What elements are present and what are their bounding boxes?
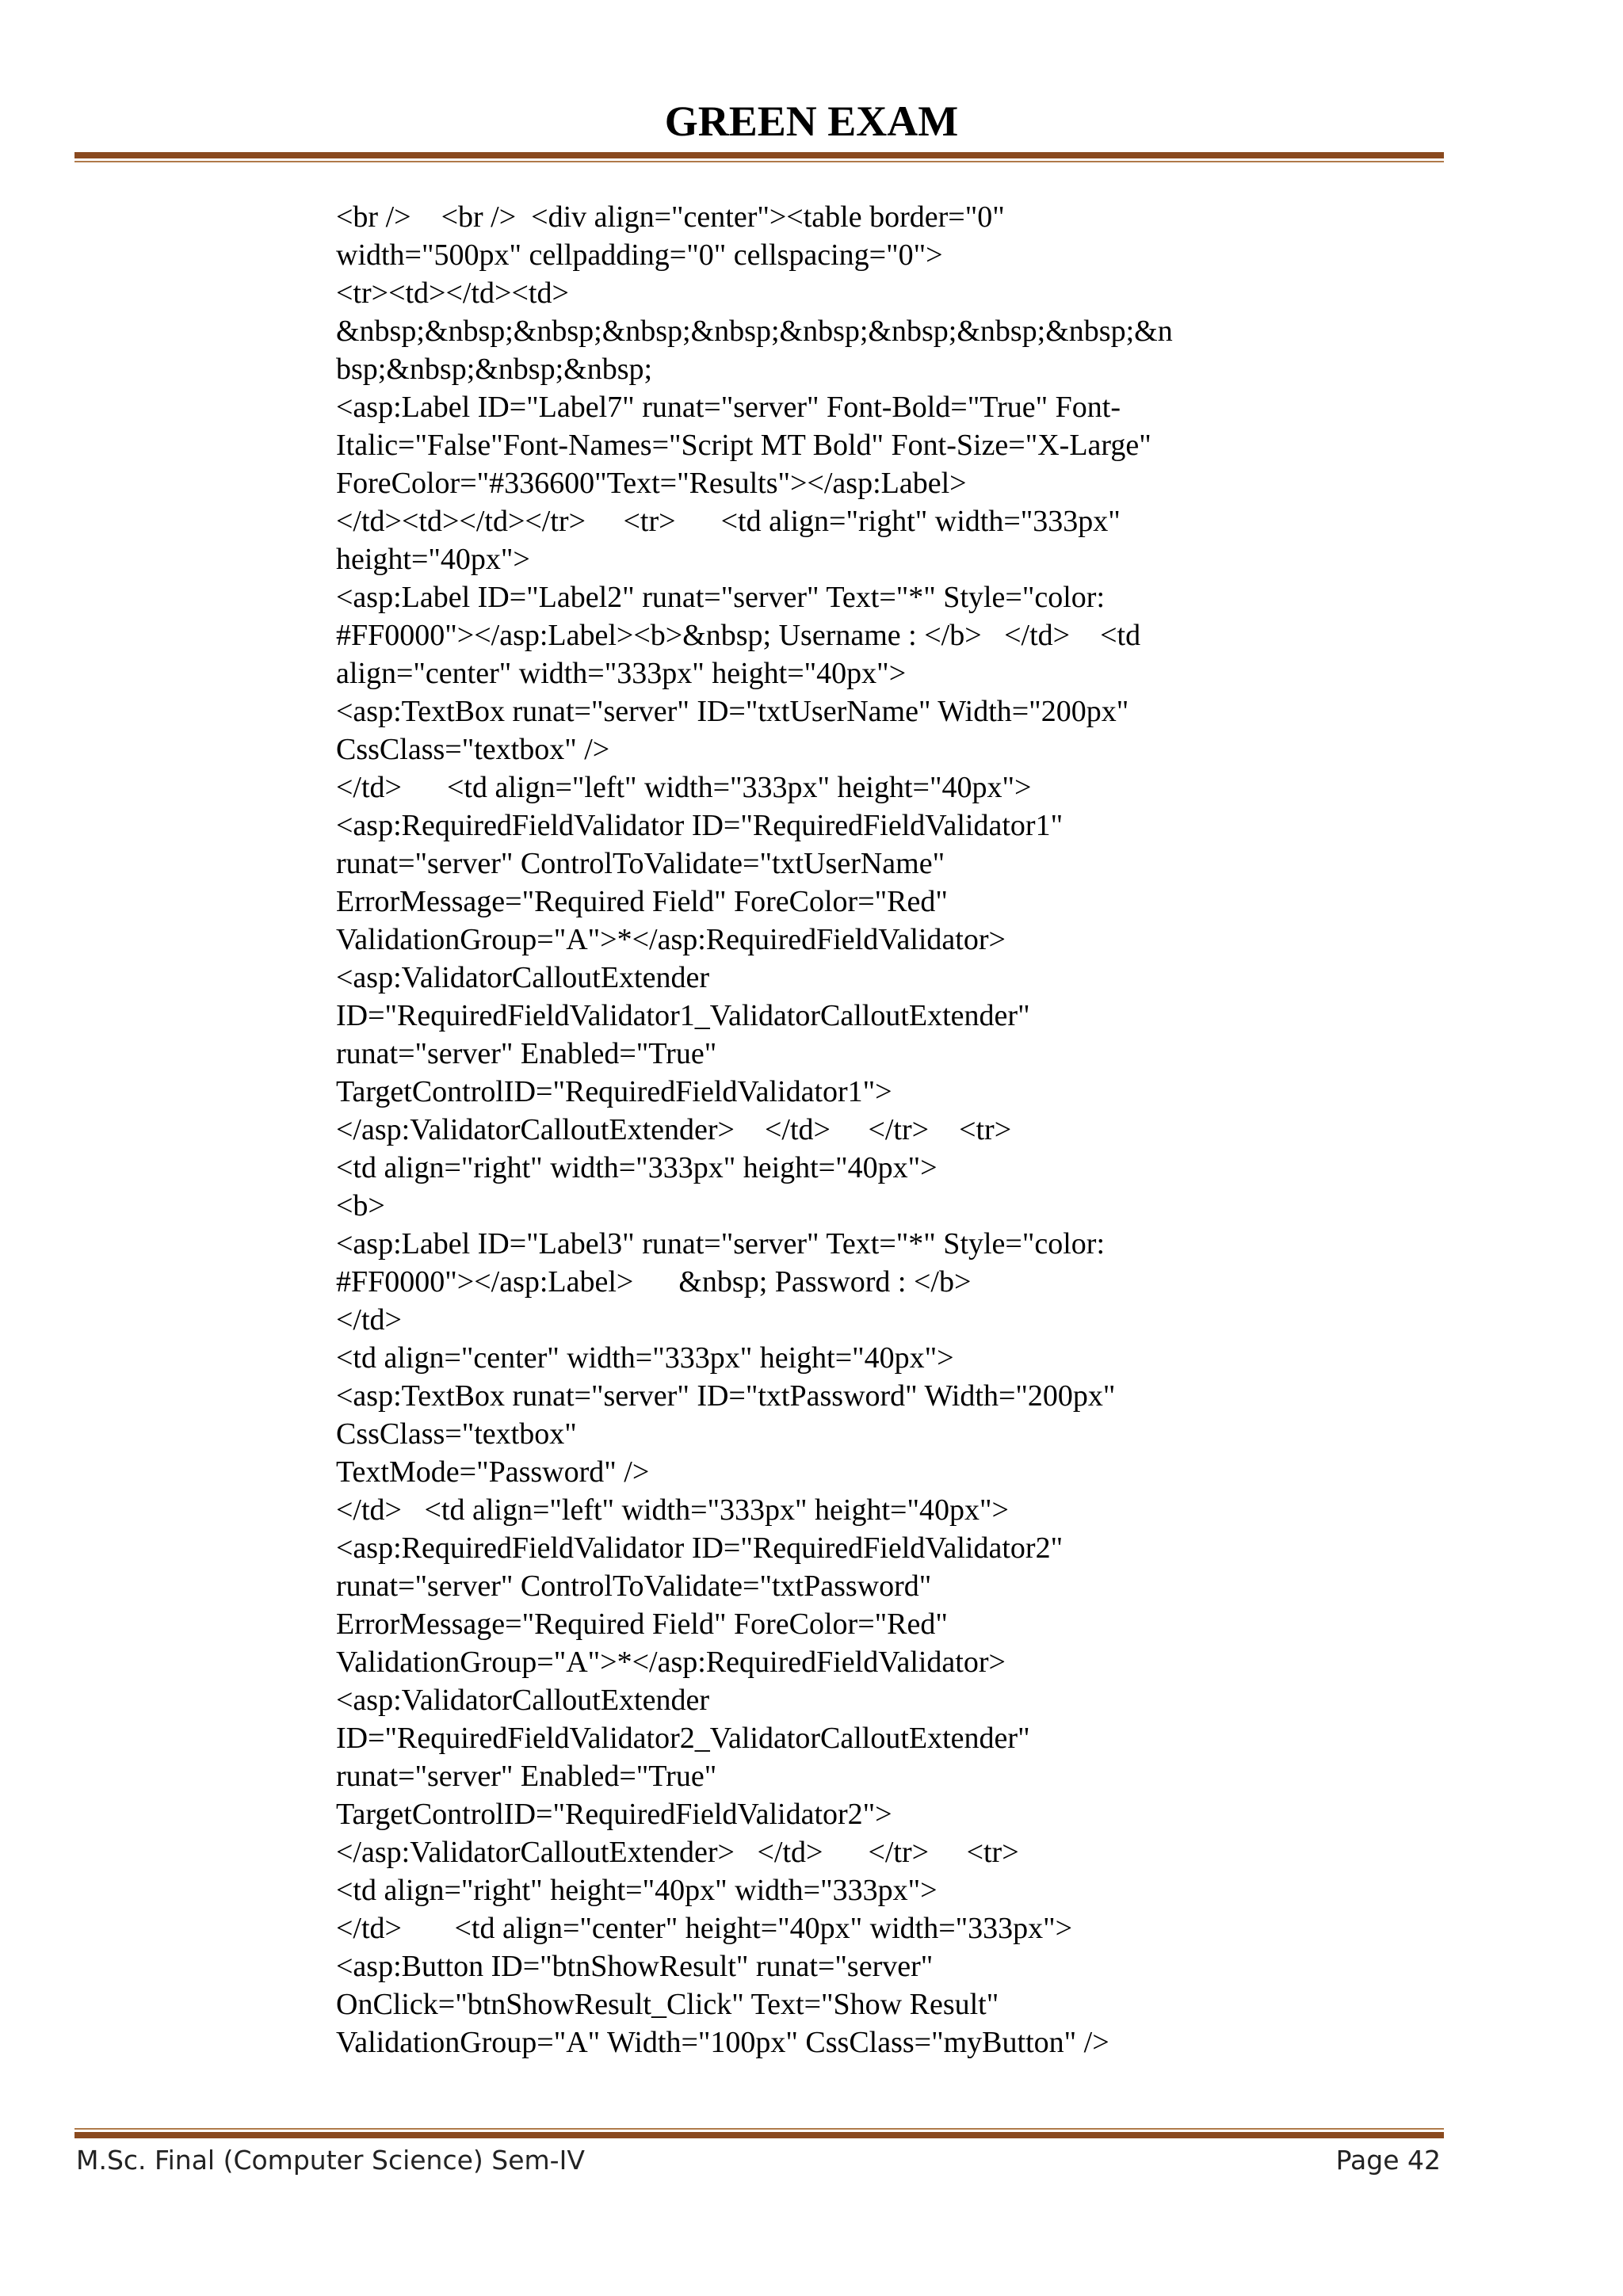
- code-line: align="center" width="333px" height="40px">: [336, 657, 907, 690]
- code-line: <br /> <br /> <div align="center"><table border="0": [336, 200, 1005, 234]
- code-line: ID="RequiredFieldValidator1_ValidatorCalloutExtender": [336, 999, 1030, 1032]
- code-line: </asp:ValidatorCalloutExtender> </td> </tr> <tr>: [336, 1836, 1019, 1869]
- code-line: TargetControlID="RequiredFieldValidator1">: [336, 1075, 892, 1108]
- code-line: <asp:RequiredFieldValidator ID="RequiredFieldValidator2": [336, 1531, 1064, 1565]
- code-line: ID="RequiredFieldValidator2_ValidatorCalloutExtender": [336, 1722, 1030, 1755]
- code-line: ValidationGroup="A">*</asp:RequiredFieldValidator>: [336, 1646, 1006, 1679]
- code-line: runat="server" ControlToValidate="txtPassword": [336, 1569, 932, 1603]
- code-listing: [336, 198, 1303, 2061]
- code-line: <b>: [336, 1189, 385, 1222]
- code-line: <asp:Label ID="Label2" runat="server" Text="*" Style="color:: [336, 581, 1106, 614]
- code-line: CssClass="textbox": [336, 1417, 577, 1451]
- code-line: ValidationGroup="A">*</asp:RequiredFieldValidator>: [336, 923, 1006, 956]
- page-number: Page 42: [1335, 2145, 1441, 2176]
- code-line: <asp:Button ID="btnShowResult" runat="server": [336, 1950, 934, 1983]
- code-line: ErrorMessage="Required Field" ForeColor="Red": [336, 885, 948, 918]
- code-line: </td>: [336, 1303, 402, 1337]
- code-line: </td><td></td></tr> <tr> <td align="right" width="333px": [336, 505, 1121, 538]
- code-line: <asp:TextBox runat="server" ID="txtPassword" Width="200px": [336, 1379, 1116, 1413]
- code-line: #FF0000"></asp:Label><b>&nbsp; Username : </b> </td> <td: [336, 619, 1141, 652]
- code-line: width="500px" cellpadding="0" cellspacing="0">: [336, 238, 943, 272]
- code-line: <asp:Label ID="Label3" runat="server" Text="*" Style="color:: [336, 1227, 1106, 1261]
- code-line: #FF0000"></asp:Label> &nbsp; Password : </b>: [336, 1265, 972, 1299]
- code-line: Italic="False"Font-Names="Script MT Bold" Font-Size="X-Large": [336, 429, 1151, 462]
- code-line: </td> <td align="center" height="40px" width="333px">: [336, 1912, 1073, 1945]
- code-line: CssClass="textbox" />: [336, 733, 610, 766]
- code-line: <td align="center" width="333px" height="40px">: [336, 1341, 954, 1375]
- code-line: bsp;&nbsp;&nbsp;&nbsp;: [336, 353, 653, 386]
- code-line: <asp:Label ID="Label7" runat="server" Font-Bold="True" Font-: [336, 391, 1121, 424]
- code-line: </asp:ValidatorCalloutExtender> </td> </tr> <tr>: [336, 1113, 1012, 1146]
- code-line: <td align="right" height="40px" width="333px">: [336, 1874, 938, 1907]
- code-line: &nbsp;&nbsp;&nbsp;&nbsp;&nbsp;&nbsp;&nbsp;&nbsp;&nbsp;&n: [336, 315, 1173, 348]
- header-divider: [74, 152, 1444, 162]
- footer-divider: [74, 2128, 1444, 2138]
- code-line: <tr><td></td><td>: [336, 277, 569, 310]
- code-line: ForeColor="#336600"Text="Results"></asp:Label>: [336, 467, 967, 500]
- code-line: <asp:RequiredFieldValidator ID="RequiredFieldValidator1": [336, 809, 1064, 842]
- code-line: runat="server" Enabled="True": [336, 1037, 717, 1070]
- code-line: <asp:ValidatorCalloutExtender: [336, 961, 709, 994]
- page-title: GREEN EXAM: [664, 97, 959, 145]
- code-line: OnClick="btnShowResult_Click" Text="Show Result": [336, 1988, 999, 2021]
- page-footer: [74, 2142, 1444, 2180]
- code-line: TextMode="Password" />: [336, 1455, 650, 1489]
- code-line: </td> <td align="left" width="333px" height="40px">: [336, 771, 1032, 804]
- code-line: <asp:ValidatorCalloutExtender: [336, 1684, 709, 1717]
- code-line: ValidationGroup="A" Width="100px" CssClass="myButton" />: [336, 2026, 1109, 2059]
- footer-course-label: M.Sc. Final (Computer Science) Sem-IV: [76, 2145, 585, 2176]
- code-line: runat="server" ControlToValidate="txtUserName": [336, 847, 945, 880]
- code-line: <td align="right" width="333px" height="40px">: [336, 1151, 938, 1184]
- code-line: <asp:TextBox runat="server" ID="txtUserName" Width="200px": [336, 695, 1129, 728]
- code-line: </td> <td align="left" width="333px" height="40px">: [336, 1493, 1009, 1527]
- code-line: runat="server" Enabled="True": [336, 1760, 717, 1793]
- code-line: ErrorMessage="Required Field" ForeColor="Red": [336, 1608, 948, 1641]
- code-line: TargetControlID="RequiredFieldValidator2">: [336, 1798, 892, 1831]
- code-line: height="40px">: [336, 543, 530, 576]
